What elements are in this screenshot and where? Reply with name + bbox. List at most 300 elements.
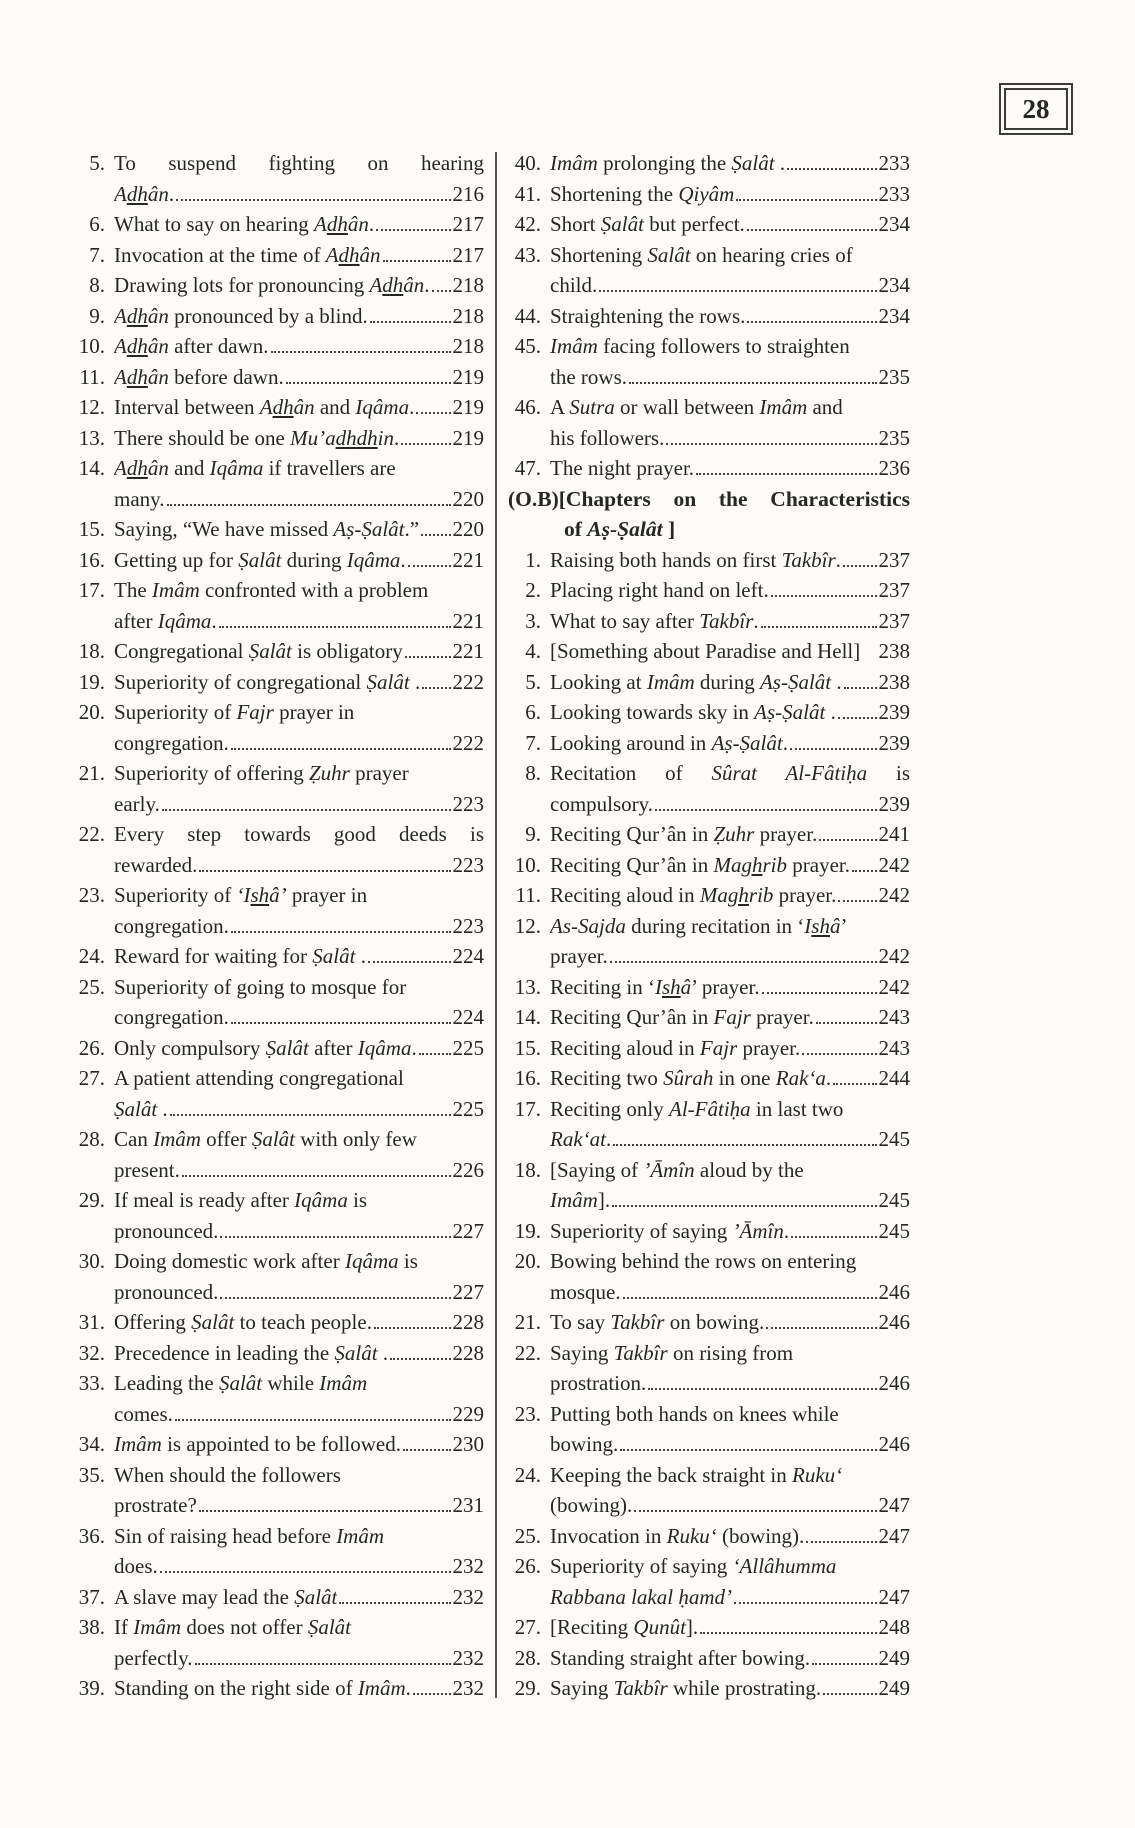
toc-entry (72, 1429, 484, 1460)
entry-line (114, 850, 484, 881)
entry-line (550, 209, 910, 240)
entry-line (550, 850, 910, 881)
entry-number: 43. (514, 242, 541, 267)
entry-text: Invocation in Ruku‘ (bowing). (550, 1523, 805, 1548)
toc-entry (72, 1582, 484, 1613)
dot-leader (761, 626, 877, 628)
dot-leader (696, 473, 876, 475)
entry-number: 10. (514, 852, 541, 877)
entry-text: Interval between Adhân and Iqâma. (114, 395, 415, 419)
toc-entry (508, 1521, 910, 1552)
dot-leader (787, 168, 876, 170)
dot-leader (771, 595, 877, 597)
toc-entry (72, 423, 484, 454)
dot-leader (286, 382, 451, 384)
entry-line (550, 301, 910, 332)
entry-text: Looking around in Aṣ-Ṣalât. (550, 730, 788, 755)
entry-number: 32. (78, 1340, 105, 1365)
dot-leader (231, 748, 451, 750)
dot-leader (629, 382, 877, 384)
dot-leader (823, 1693, 876, 1695)
entry-line (550, 179, 910, 210)
entry-number: 47. (514, 456, 541, 480)
entry-text: Rak‘at. (550, 1127, 612, 1151)
entry-text: Straightening the rows. (550, 303, 746, 328)
page-ref: 236 (878, 456, 910, 480)
entry-text: pronounced. (114, 1218, 219, 1243)
entry-number: 38. (78, 1615, 105, 1639)
entry-number: 11. (79, 364, 105, 389)
entry-number: 16. (514, 1066, 541, 1090)
page-ref: 219 (452, 425, 484, 450)
entry-text: Reciting aloud in Maghrib prayer. (550, 883, 837, 907)
toc-entry (508, 1002, 910, 1033)
entry-line (550, 1063, 910, 1094)
entry-line (114, 1033, 484, 1064)
page-ref: 217 (452, 212, 484, 236)
toc-entry (508, 331, 910, 392)
entry-line (550, 1307, 910, 1338)
entry-number: 46. (514, 395, 541, 419)
section-heading-line: (O.B)[Chapters on the Characteristics (508, 486, 910, 511)
dot-leader (648, 1388, 876, 1390)
toc-entry (508, 758, 910, 819)
entry-number: 37. (78, 1584, 105, 1609)
entry-line (114, 1399, 484, 1430)
entry-number: 9. (89, 303, 105, 328)
toc-entry (72, 209, 484, 240)
page-ref: 221 (452, 608, 484, 633)
entry-text: after Iqâma. (114, 608, 217, 633)
entry-line (550, 1429, 910, 1460)
toc-entry (508, 667, 910, 698)
dot-leader (413, 1693, 451, 1695)
dot-leader (219, 626, 451, 628)
page-ref: 221 (452, 547, 484, 572)
entry-text: Superiority of saying ’Āmîn. (550, 1218, 790, 1243)
entry-text: Shortening the Qiyâm (550, 181, 735, 206)
dot-leader (747, 321, 876, 323)
dot-leader (271, 351, 451, 353)
entry-text: Reciting Qur’ân in Ẓuhr prayer. (550, 822, 818, 846)
dot-leader (833, 1083, 876, 1085)
dot-leader (231, 1022, 451, 1024)
dot-leader (736, 199, 876, 201)
entry-text: [Saying of ’Āmîn aloud by the (550, 1157, 804, 1182)
entry-text: Superiority of saying ‘Allâhumma (550, 1554, 837, 1578)
toc-entry (72, 1460, 484, 1521)
entry-number: 17. (78, 578, 105, 602)
entry-text: The Imâm confronted with a problem (114, 578, 429, 602)
page-ref: 246 (878, 1310, 910, 1334)
entry-text: Imâm is appointed to be followed. (114, 1432, 401, 1456)
dot-leader (613, 1144, 876, 1146)
toc-column-right (508, 148, 910, 1704)
entry-text: Superiority of Fajr prayer in (114, 700, 355, 724)
page-ref: 234 (878, 303, 910, 328)
entry-text: There should be one Mu’adhdhin. (114, 425, 400, 450)
entry-number: 6. (89, 212, 105, 236)
entry-text: Getting up for Ṣalât during Iqâma. (114, 547, 406, 572)
toc-entry (72, 697, 484, 758)
entry-line (550, 1185, 910, 1216)
entry-line (550, 697, 910, 728)
page-ref: 233 (878, 151, 910, 175)
toc-entry (508, 636, 910, 667)
toc-entry (508, 209, 910, 240)
entry-text: congregation. (114, 730, 229, 755)
toc-entry (508, 301, 910, 332)
page-ref: 227 (452, 1218, 484, 1243)
entry-number: 13. (78, 425, 105, 450)
toc-entry (72, 1521, 484, 1582)
entry-line (550, 972, 910, 1003)
entry-text: As-Sajda during recitation in ‘Ishâ’ (550, 913, 848, 938)
page-ref: 237 (878, 547, 910, 572)
page-ref: 222 (452, 730, 484, 755)
toc-column-left (72, 148, 484, 1704)
entry-number: 23. (78, 883, 105, 907)
entry-number: 22. (78, 822, 105, 846)
toc-entry (508, 880, 910, 911)
page-ref: 242 (878, 852, 910, 877)
entry-text: Can Imâm offer Ṣalât with only few (114, 1127, 417, 1151)
entry-text: Shortening Salât on hearing cries of (550, 242, 853, 267)
entry-line (550, 819, 910, 850)
dot-leader (790, 748, 877, 750)
entry-text: Every step towards good deeds is (114, 822, 484, 846)
dot-leader (403, 1449, 451, 1451)
page-ref: 246 (878, 1371, 910, 1395)
entry-text: Reciting only Al-Fâtiḥa in last two (550, 1096, 844, 1121)
dot-leader (734, 1602, 877, 1604)
page-ref: 232 (452, 1584, 484, 1609)
entry-line (550, 1033, 910, 1064)
page-ref: 226 (452, 1157, 484, 1182)
toc-entry (72, 240, 484, 271)
entry-number: 4. (525, 639, 541, 663)
page-ref: 248 (878, 1615, 910, 1639)
toc-entry (508, 1673, 910, 1704)
entry-text: Short Ṣalât but perfect. (550, 212, 745, 236)
entry-text: Saying Takbîr on rising from (550, 1340, 794, 1365)
page-ref: 246 (878, 1279, 910, 1304)
entry-number: 19. (514, 1218, 541, 1243)
page-ref: 237 (878, 608, 910, 633)
entry-line (114, 789, 484, 820)
dot-leader (843, 565, 877, 567)
page-ref: 220 (452, 517, 484, 541)
page-ref: 227 (452, 1279, 484, 1304)
entry-text: prostration. (550, 1371, 647, 1395)
entry-text: Congregational Ṣalât is obligatory (114, 639, 403, 663)
entry-number: 14. (514, 1005, 541, 1029)
entry-text: perfectly. (114, 1645, 193, 1670)
toc-entry (72, 1063, 484, 1124)
entry-line (114, 545, 484, 576)
dot-leader (838, 900, 876, 902)
entry-text: pronounced. (114, 1279, 219, 1304)
dot-leader (816, 1022, 877, 1024)
page-ref: 242 (878, 883, 910, 907)
entry-line (550, 941, 910, 972)
entry-text: Doing domestic work after Iqâma is (114, 1249, 418, 1273)
entry-text: Ṣalât . (114, 1096, 168, 1121)
entry-line (114, 1002, 484, 1033)
entry-text: If Imâm does not offer Ṣalât (114, 1615, 351, 1639)
page-ref: 241 (878, 822, 910, 846)
entry-text: If meal is ready after Iqâma is (114, 1188, 368, 1212)
entry-text: does. (114, 1554, 158, 1578)
section-heading-line: of Aṣ-Ṣalât ] (564, 517, 676, 541)
entry-number: 33. (78, 1371, 105, 1395)
toc-entry (508, 1551, 910, 1612)
page-ref: 239 (878, 700, 910, 724)
entry-number: 29. (78, 1188, 105, 1212)
entry-number: 40. (514, 151, 541, 175)
dot-leader (160, 1571, 451, 1573)
entry-number: 18. (78, 639, 105, 663)
toc-entry (508, 240, 910, 301)
entry-text: Standing straight after bowing. (550, 1645, 811, 1670)
toc-entry (72, 453, 484, 514)
page-ref: 238 (878, 639, 910, 663)
page-ref: 232 (452, 1676, 484, 1700)
entry-text: Drawing lots for pronouncing Adhân. (114, 273, 430, 297)
entry-line (114, 1338, 484, 1369)
entry-line (550, 1673, 910, 1704)
dot-leader (747, 229, 877, 231)
toc-entry (72, 880, 484, 941)
entry-line (114, 331, 484, 362)
page-ref: 235 (878, 425, 910, 450)
entry-line (114, 270, 484, 301)
entry-number: 28. (514, 1645, 541, 1670)
dot-leader (634, 1510, 876, 1512)
page-ref: 218 (452, 334, 484, 358)
entry-line (114, 941, 484, 972)
entry-line (550, 636, 910, 667)
toc-entry (72, 270, 484, 301)
dot-leader (802, 1053, 876, 1055)
page-ref: 229 (452, 1401, 484, 1426)
entry-text: Keeping the back straight in Ruku‘ (550, 1462, 843, 1487)
dot-leader (383, 260, 451, 262)
entry-line (550, 148, 910, 179)
entry-number: 5. (525, 669, 541, 694)
entry-number: 25. (514, 1523, 541, 1548)
entry-line (550, 1368, 910, 1399)
dot-leader (162, 809, 451, 811)
entry-number: 15. (514, 1035, 541, 1060)
dot-leader (220, 1297, 450, 1299)
dot-leader (422, 687, 450, 689)
toc-columns (72, 148, 910, 1704)
entry-line (114, 209, 484, 240)
dot-leader (844, 687, 877, 689)
entry-number: 23. (514, 1401, 541, 1426)
dot-leader (812, 1663, 876, 1665)
dot-leader (368, 961, 451, 963)
entry-text: Leading the Ṣalât while Imâm (114, 1371, 368, 1395)
entry-line (550, 1582, 910, 1613)
entry-number: 11. (515, 883, 541, 907)
dot-leader (390, 1358, 450, 1360)
toc-entry (508, 728, 910, 759)
page-ref: 233 (878, 181, 910, 206)
toc-entry (72, 1185, 484, 1246)
entry-text: the rows. (550, 364, 627, 389)
page-ref: 235 (878, 364, 910, 389)
dot-leader (195, 1663, 451, 1665)
entry-text: Adhân after dawn. (114, 334, 269, 358)
page-ref: 222 (452, 669, 484, 694)
entry-text: Superiority of offering Ẓuhr prayer (114, 761, 409, 785)
entry-text: What to say after Takbîr. (550, 608, 759, 633)
entry-number: 20. (78, 700, 105, 724)
entry-line (550, 1521, 910, 1552)
page-ref: 242 (878, 944, 910, 968)
dot-leader (666, 443, 876, 445)
toc-entry (508, 1643, 910, 1674)
entry-line (114, 636, 484, 667)
entry-text: Imâm facing followers to straighten (550, 334, 850, 358)
entry-text: Superiority of congregational Ṣalât . (114, 669, 421, 694)
entry-number: 26. (514, 1554, 541, 1578)
dot-leader (419, 1053, 451, 1055)
dot-leader (374, 1327, 451, 1329)
entry-text: mosque. (550, 1279, 621, 1304)
entry-text: Reciting Qur’ân in Maghrib prayer. (550, 852, 850, 877)
entry-line (550, 606, 910, 637)
dot-leader (432, 290, 451, 292)
entry-text: A Sutra or wall between Imâm and (550, 395, 843, 419)
toc-entry (508, 1033, 910, 1064)
page-ref: 242 (878, 974, 910, 999)
dot-leader (176, 199, 450, 201)
toc-entry (508, 606, 910, 637)
entry-text: Looking at Imâm during Aṣ-Ṣalât . (550, 669, 842, 694)
entry-number: 8. (525, 761, 541, 785)
toc-entry (508, 819, 910, 850)
page-ref: 224 (452, 944, 484, 968)
page-ref: 217 (452, 242, 484, 267)
dot-leader (766, 1327, 876, 1329)
entry-number: 24. (78, 944, 105, 968)
entry-text: early. (114, 791, 160, 816)
entry-line (114, 606, 484, 637)
toc-entry (72, 758, 484, 819)
entry-line (114, 1490, 484, 1521)
entry-text: When should the followers (114, 1462, 341, 1487)
page-ref: 218 (452, 273, 484, 297)
entry-text: Saying Takbîr while prostrating. (550, 1676, 822, 1700)
page-ref: 224 (452, 1005, 484, 1029)
page-ref: 219 (452, 364, 484, 389)
entry-text: congregation. (114, 913, 229, 938)
page-ref: 245 (878, 1188, 910, 1212)
entry-line (550, 667, 910, 698)
entry-text: Raising both hands on first Takbîr. (550, 547, 841, 572)
entry-line (114, 1643, 484, 1674)
entry-text: prostrate? (114, 1493, 197, 1517)
dot-leader (231, 931, 451, 933)
entry-number: 19. (78, 669, 105, 694)
page-ref: 218 (452, 303, 484, 328)
toc-entry (72, 1307, 484, 1338)
dot-leader (623, 1297, 877, 1299)
dot-leader (620, 1449, 876, 1451)
page-ref: 223 (452, 913, 484, 938)
page-ref: 232 (452, 1645, 484, 1670)
toc-entry (72, 514, 484, 545)
page-ref: 216 (452, 181, 484, 206)
toc-entry (72, 1368, 484, 1429)
dot-leader (762, 992, 877, 994)
entry-number: 21. (514, 1310, 541, 1334)
dot-leader (167, 504, 451, 506)
entry-number: 41. (514, 181, 541, 206)
entry-text: To say Takbîr on bowing. (550, 1310, 765, 1334)
toc-entry (508, 148, 910, 179)
entry-text: A slave may lead the Ṣalât (114, 1584, 338, 1609)
entry-text: congregation. (114, 1005, 229, 1029)
toc-entry (72, 941, 484, 972)
page-ref: 228 (452, 1340, 484, 1365)
toc-entry (508, 1155, 910, 1216)
entry-text: Adhân pronounced by a blind. (114, 303, 368, 328)
page-ref: 223 (452, 852, 484, 877)
dot-leader (220, 1236, 450, 1238)
toc-entry (72, 667, 484, 698)
dot-leader (339, 1602, 450, 1604)
entry-line (114, 728, 484, 759)
toc-entry (508, 1307, 910, 1338)
entry-text: bowing. (550, 1432, 619, 1456)
entry-line (114, 301, 484, 332)
entry-number: 27. (78, 1066, 105, 1090)
toc-entry (72, 392, 484, 423)
entry-text: A patient attending congregational (114, 1066, 404, 1090)
toc-entry (508, 392, 910, 453)
entry-line (114, 667, 484, 698)
toc-entry (72, 1246, 484, 1307)
dot-leader (806, 1541, 876, 1543)
dot-leader (610, 961, 877, 963)
page-ref: 249 (878, 1676, 910, 1700)
entry-text: (bowing). (550, 1493, 633, 1517)
entry-text: Imâm prolonging the Ṣalât . (550, 151, 786, 175)
column-divider (495, 152, 497, 1698)
entry-number: 25. (78, 974, 105, 999)
entry-text: Adhân and Iqâma if travellers are (114, 456, 396, 480)
entry-text: Precedence in leading the Ṣalât . (114, 1340, 389, 1365)
entry-text: To suspend fighting on hearing (114, 151, 484, 175)
entry-text: Superiority of going to mosque for (114, 974, 407, 999)
entry-line (550, 545, 910, 576)
entry-number: 12. (78, 395, 105, 419)
page-ref: 244 (878, 1066, 910, 1090)
toc-entry (508, 1612, 910, 1643)
entry-number: 29. (514, 1676, 541, 1700)
toc-entry (508, 575, 910, 606)
entry-line (114, 1673, 484, 1704)
entry-line (550, 575, 910, 606)
toc-entry (508, 1338, 910, 1399)
entry-line (114, 484, 484, 515)
page-ref: 220 (452, 486, 484, 511)
page-ref: 247 (878, 1523, 910, 1548)
